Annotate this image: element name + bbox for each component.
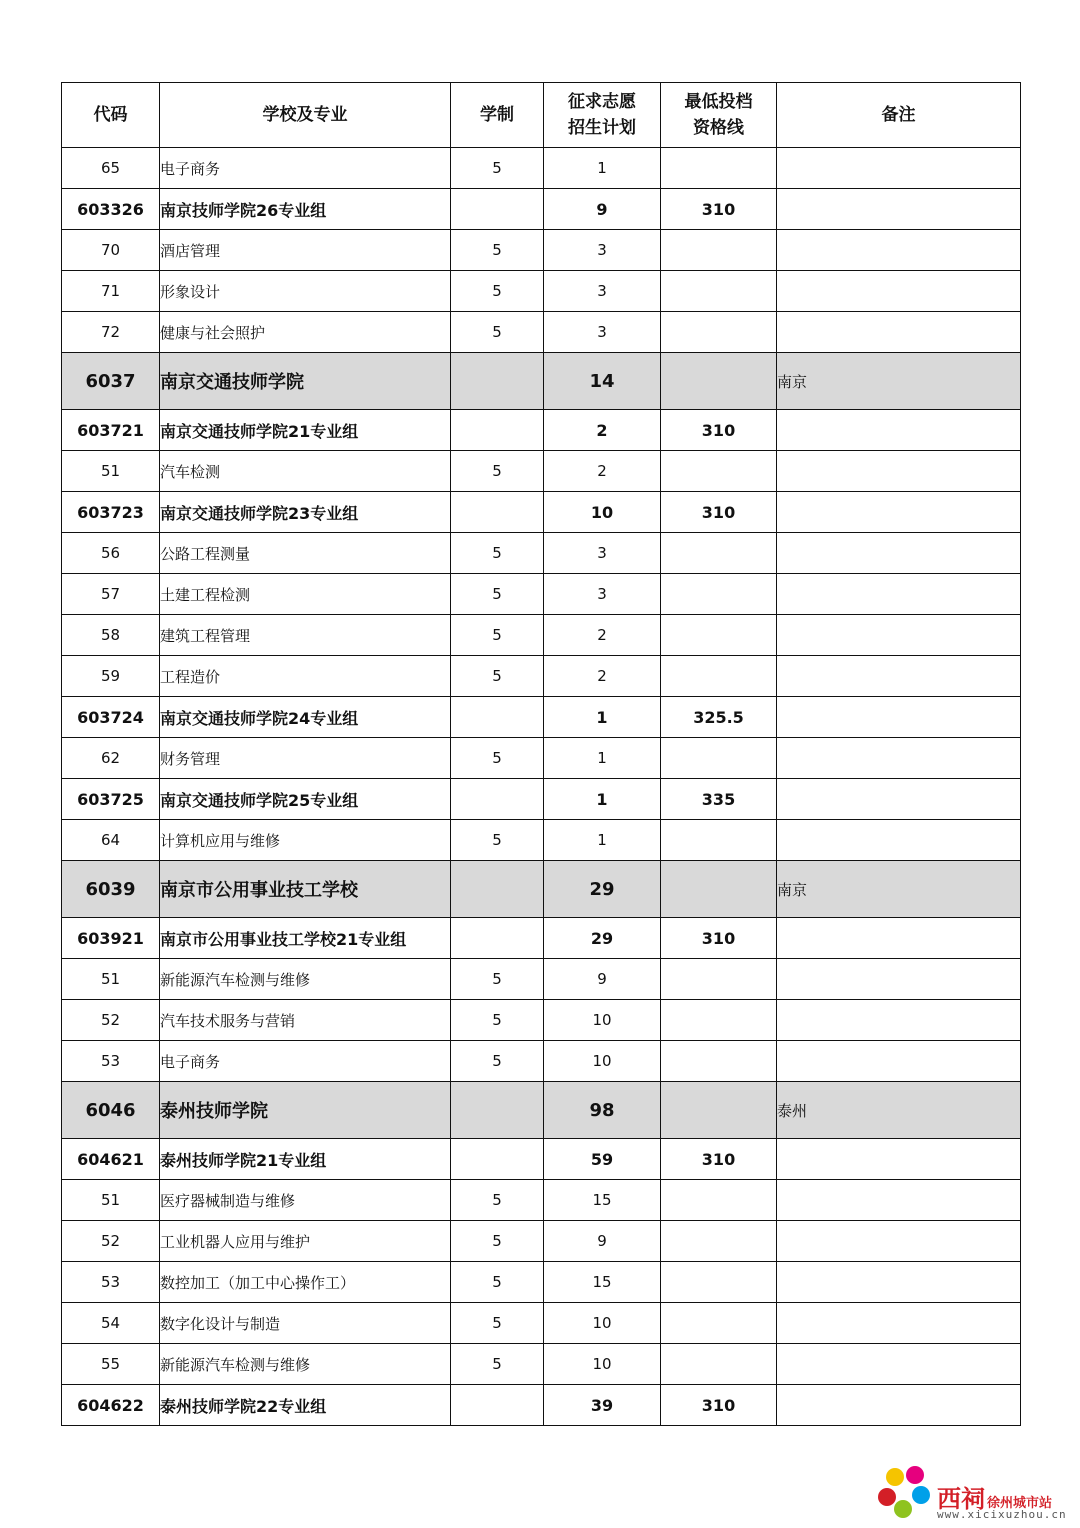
cell-min-score: 335 [661, 779, 777, 820]
major-row [62, 312, 1021, 353]
cell-min-score [661, 1180, 777, 1221]
cell-plan: 2 [544, 451, 661, 492]
cell-name: 汽车检测 [160, 451, 451, 492]
cell-name: 健康与社会照护 [160, 312, 451, 353]
cell-name: 南京市公用事业技工学校 [160, 861, 451, 918]
cell-name: 南京市公用事业技工学校21专业组 [160, 918, 451, 959]
cell-years: 5 [451, 615, 544, 656]
cell-note [777, 492, 1021, 533]
cell-plan: 10 [544, 1344, 661, 1385]
cell-name: 建筑工程管理 [160, 615, 451, 656]
cell-min-score [661, 312, 777, 353]
cell-note [777, 615, 1021, 656]
admission-table [61, 82, 1021, 1426]
cell-note [777, 271, 1021, 312]
cell-name: 数控加工（加工中心操作工） [160, 1262, 451, 1303]
cell-min-score [661, 451, 777, 492]
group-row [62, 1385, 1021, 1426]
cell-name: 南京技师学院26专业组 [160, 189, 451, 230]
cell-years [451, 1082, 544, 1139]
header-years: 学制 [451, 83, 544, 148]
school-row [62, 1082, 1021, 1139]
cell-plan: 9 [544, 189, 661, 230]
group-row [62, 1139, 1021, 1180]
watermark-brand-sub: 徐州城市站 [987, 1496, 1053, 1511]
cell-name: 工程造价 [160, 656, 451, 697]
major-row [62, 451, 1021, 492]
cell-code: 603721 [62, 410, 160, 451]
cell-years [451, 410, 544, 451]
cell-code: 54 [62, 1303, 160, 1344]
group-row [62, 492, 1021, 533]
cell-min-score [661, 615, 777, 656]
cell-min-score [661, 533, 777, 574]
cell-code: 6037 [62, 353, 160, 410]
cell-note [777, 230, 1021, 271]
cell-code: 59 [62, 656, 160, 697]
cell-name: 泰州技师学院22专业组 [160, 1385, 451, 1426]
cell-plan: 1 [544, 148, 661, 189]
cell-name: 泰州技师学院 [160, 1082, 451, 1139]
cell-min-score: 310 [661, 492, 777, 533]
cell-years [451, 861, 544, 918]
major-row [62, 574, 1021, 615]
cell-name: 工业机器人应用与维护 [160, 1221, 451, 1262]
cell-min-score: 310 [661, 1139, 777, 1180]
group-row [62, 779, 1021, 820]
cell-min-score: 310 [661, 410, 777, 451]
cell-years [451, 1385, 544, 1426]
cell-years: 5 [451, 1180, 544, 1221]
cell-min-score: 310 [661, 189, 777, 230]
cell-code: 64 [62, 820, 160, 861]
cell-name: 财务管理 [160, 738, 451, 779]
cell-years: 5 [451, 1262, 544, 1303]
cell-years: 5 [451, 1344, 544, 1385]
cell-plan: 15 [544, 1262, 661, 1303]
cell-note: 南京 [777, 861, 1021, 918]
cell-plan: 9 [544, 1221, 661, 1262]
cell-name: 电子商务 [160, 148, 451, 189]
cell-plan: 10 [544, 1303, 661, 1344]
cell-note [777, 1344, 1021, 1385]
cell-note [777, 738, 1021, 779]
cell-years: 5 [451, 451, 544, 492]
cell-note: 南京 [777, 353, 1021, 410]
cell-plan: 3 [544, 533, 661, 574]
cell-code: 603724 [62, 697, 160, 738]
cell-plan: 2 [544, 656, 661, 697]
cell-years: 5 [451, 574, 544, 615]
cell-min-score [661, 959, 777, 1000]
cell-note [777, 533, 1021, 574]
cell-code: 53 [62, 1262, 160, 1303]
cell-code: 53 [62, 1041, 160, 1082]
cell-code: 604622 [62, 1385, 160, 1426]
cell-code: 71 [62, 271, 160, 312]
major-row [62, 148, 1021, 189]
cell-code: 603326 [62, 189, 160, 230]
cell-name: 泰州技师学院21专业组 [160, 1139, 451, 1180]
cell-min-score [661, 230, 777, 271]
cell-note [777, 1180, 1021, 1221]
cell-note [777, 574, 1021, 615]
cell-years: 5 [451, 533, 544, 574]
major-row [62, 533, 1021, 574]
cell-code: 51 [62, 451, 160, 492]
cell-years [451, 1139, 544, 1180]
cell-years: 5 [451, 271, 544, 312]
cell-code: 70 [62, 230, 160, 271]
cell-plan: 1 [544, 820, 661, 861]
cell-plan: 14 [544, 353, 661, 410]
cell-note [777, 1303, 1021, 1344]
cell-name: 电子商务 [160, 1041, 451, 1082]
major-row [62, 1303, 1021, 1344]
cell-years: 5 [451, 312, 544, 353]
cell-code: 52 [62, 1221, 160, 1262]
cell-years: 5 [451, 230, 544, 271]
header-school-major: 学校及专业 [160, 83, 451, 148]
cell-plan: 1 [544, 779, 661, 820]
cell-name: 汽车技术服务与营销 [160, 1000, 451, 1041]
major-row [62, 1180, 1021, 1221]
school-row [62, 353, 1021, 410]
watermark-url: www.xicixuzhou.cn [937, 1508, 1067, 1521]
cell-years: 5 [451, 738, 544, 779]
cell-plan: 29 [544, 861, 661, 918]
major-row [62, 820, 1021, 861]
cell-note [777, 1221, 1021, 1262]
cell-years [451, 492, 544, 533]
cell-name: 南京交通技师学院 [160, 353, 451, 410]
major-row [62, 1344, 1021, 1385]
cell-note [777, 1000, 1021, 1041]
cell-name: 医疗器械制造与维修 [160, 1180, 451, 1221]
cell-plan: 39 [544, 1385, 661, 1426]
cell-min-score [661, 1000, 777, 1041]
header-code: 代码 [62, 83, 160, 148]
cell-min-score [661, 738, 777, 779]
cell-plan: 15 [544, 1180, 661, 1221]
cell-min-score [661, 271, 777, 312]
cell-code: 62 [62, 738, 160, 779]
cell-note [777, 410, 1021, 451]
cell-code: 51 [62, 959, 160, 1000]
cell-min-score [661, 1082, 777, 1139]
cell-years: 5 [451, 1303, 544, 1344]
cell-min-score [661, 574, 777, 615]
group-row [62, 918, 1021, 959]
cell-note [777, 959, 1021, 1000]
cell-name: 数字化设计与制造 [160, 1303, 451, 1344]
group-row [62, 410, 1021, 451]
cell-note [777, 820, 1021, 861]
cell-plan: 3 [544, 271, 661, 312]
cell-name: 土建工程检测 [160, 574, 451, 615]
school-row [62, 861, 1021, 918]
cell-code: 72 [62, 312, 160, 353]
major-row [62, 1041, 1021, 1082]
cell-plan: 3 [544, 574, 661, 615]
major-row [62, 959, 1021, 1000]
table-body [62, 148, 1021, 1426]
cell-years: 5 [451, 1041, 544, 1082]
cell-code: 58 [62, 615, 160, 656]
cell-min-score [661, 1344, 777, 1385]
cell-code: 604621 [62, 1139, 160, 1180]
cell-plan: 2 [544, 410, 661, 451]
cell-years [451, 779, 544, 820]
major-row [62, 271, 1021, 312]
header-note: 备注 [777, 83, 1021, 148]
cell-name: 南京交通技师学院21专业组 [160, 410, 451, 451]
cell-note [777, 451, 1021, 492]
cell-plan: 98 [544, 1082, 661, 1139]
cell-years: 5 [451, 656, 544, 697]
cell-note [777, 918, 1021, 959]
cell-min-score [661, 1262, 777, 1303]
cell-name: 新能源汽车检测与维修 [160, 959, 451, 1000]
major-row [62, 1000, 1021, 1041]
cell-note [777, 1041, 1021, 1082]
cell-plan: 59 [544, 1139, 661, 1180]
cell-code: 603725 [62, 779, 160, 820]
group-row [62, 189, 1021, 230]
cell-min-score [661, 820, 777, 861]
major-row [62, 656, 1021, 697]
cell-min-score [661, 656, 777, 697]
cell-name: 南京交通技师学院25专业组 [160, 779, 451, 820]
cell-plan: 10 [544, 1041, 661, 1082]
cell-code: 603921 [62, 918, 160, 959]
cell-note [777, 697, 1021, 738]
cell-note [777, 1385, 1021, 1426]
cell-code: 603723 [62, 492, 160, 533]
cell-plan: 1 [544, 738, 661, 779]
cell-plan: 3 [544, 230, 661, 271]
cell-min-score [661, 1041, 777, 1082]
cell-name: 酒店管理 [160, 230, 451, 271]
cell-name: 南京交通技师学院23专业组 [160, 492, 451, 533]
cell-code: 65 [62, 148, 160, 189]
cell-name: 新能源汽车检测与维修 [160, 1344, 451, 1385]
cell-years [451, 697, 544, 738]
cell-plan: 10 [544, 492, 661, 533]
cell-name: 南京交通技师学院24专业组 [160, 697, 451, 738]
cell-note [777, 1139, 1021, 1180]
cell-code: 57 [62, 574, 160, 615]
cell-code: 51 [62, 1180, 160, 1221]
cell-plan: 29 [544, 918, 661, 959]
cell-code: 6039 [62, 861, 160, 918]
cell-years [451, 918, 544, 959]
group-row [62, 697, 1021, 738]
cell-code: 56 [62, 533, 160, 574]
cell-years: 5 [451, 148, 544, 189]
cell-note [777, 656, 1021, 697]
cell-plan: 3 [544, 312, 661, 353]
major-row [62, 615, 1021, 656]
xici-watermark [875, 1463, 1075, 1523]
cell-min-score: 310 [661, 1385, 777, 1426]
pinwheel-logo-icon [875, 1463, 939, 1523]
cell-code: 6046 [62, 1082, 160, 1139]
table-header-row [62, 83, 1021, 148]
major-row [62, 1262, 1021, 1303]
cell-note [777, 189, 1021, 230]
cell-note [777, 312, 1021, 353]
cell-note [777, 1262, 1021, 1303]
cell-plan: 2 [544, 615, 661, 656]
cell-years [451, 189, 544, 230]
watermark-brand-main: 西祠 [937, 1484, 985, 1513]
cell-plan: 9 [544, 959, 661, 1000]
cell-note [777, 779, 1021, 820]
cell-note [777, 148, 1021, 189]
cell-years: 5 [451, 1000, 544, 1041]
cell-years [451, 353, 544, 410]
cell-min-score: 325.5 [661, 697, 777, 738]
header-plan: 征求志愿 招生计划 [544, 83, 661, 148]
major-row [62, 738, 1021, 779]
cell-code: 55 [62, 1344, 160, 1385]
header-min-score: 最低投档 资格线 [661, 83, 777, 148]
cell-name: 计算机应用与维修 [160, 820, 451, 861]
cell-min-score: 310 [661, 918, 777, 959]
cell-min-score [661, 1221, 777, 1262]
cell-plan: 10 [544, 1000, 661, 1041]
cell-name: 公路工程测量 [160, 533, 451, 574]
cell-note: 泰州 [777, 1082, 1021, 1139]
cell-min-score [661, 353, 777, 410]
cell-years: 5 [451, 959, 544, 1000]
major-row [62, 230, 1021, 271]
cell-min-score [661, 861, 777, 918]
cell-years: 5 [451, 820, 544, 861]
major-row [62, 1221, 1021, 1262]
cell-min-score [661, 148, 777, 189]
cell-plan: 1 [544, 697, 661, 738]
cell-name: 形象设计 [160, 271, 451, 312]
cell-code: 52 [62, 1000, 160, 1041]
cell-years: 5 [451, 1221, 544, 1262]
cell-min-score [661, 1303, 777, 1344]
